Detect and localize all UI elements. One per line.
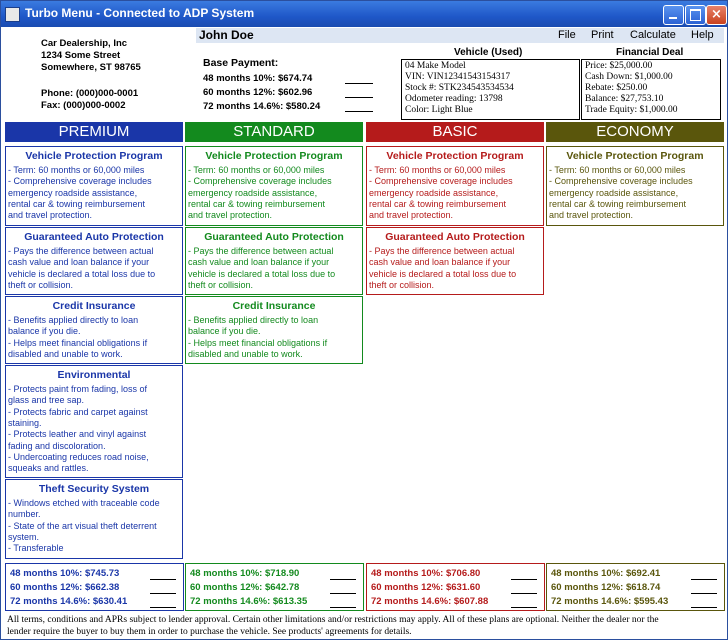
payment-initial-blank[interactable] [511,607,537,608]
vehicle-line: 04 Make Model [405,61,466,71]
payment-initial-blank[interactable] [150,593,176,594]
vehicle-line: VIN: VIN12341543154317 [405,72,511,82]
product-description-line: emergency roadside assistance, [8,187,138,198]
product-title: Vehicle Protection Program [386,150,524,162]
menu-file[interactable]: File [558,29,576,41]
premium-payment-box [5,563,184,611]
base-payment-72: 72 months 14.6%: $580.24 [203,101,321,112]
product-description-line: - Comprehensive coverage includes [188,176,332,187]
standard-payment-box [185,563,364,611]
basic-product-card[interactable] [366,146,544,226]
dealer-name: Car Dealership, Inc [41,38,128,49]
product-description-line: balance if you die. [188,326,261,337]
payment-initial-blank[interactable] [330,607,356,608]
title-bar [1,1,727,27]
payment-initial-blank[interactable] [511,593,537,594]
product-description-line: - Term: 60 months or 60,000 miles [188,165,325,175]
economy-header[interactable]: ECONOMY [546,122,724,142]
minimize-button[interactable] [663,5,684,25]
product-title: Guaranteed Auto Protection [385,231,525,243]
payment-option: 60 months 12%: $662.38 [10,582,120,593]
product-description-line: - Benefits applied directly to loan [188,315,319,325]
product-description-line: vehicle is declared a total loss due to [188,268,336,279]
payment-option: 60 months 12%: $642.78 [190,582,300,593]
product-description-line: cash value and loan balance if your [369,257,511,268]
payment-option: 72 months 14.6%: $595.43 [551,596,669,607]
economy-payment-box [546,563,725,611]
payment-initial-blank[interactable] [691,593,717,594]
product-title: Theft Security System [38,483,150,495]
standard-header[interactable]: STANDARD [185,122,363,142]
base-payment-60: 60 months 12%: $602.96 [203,87,313,98]
product-description-line: - Helps meet financial obligations if [188,337,328,348]
maximize-icon [690,9,701,21]
payment-option: 60 months 12%: $631.60 [371,582,481,593]
product-description-line: and travel protection. [369,210,454,221]
financial-line: Price: $25,000.00 [585,61,653,71]
base-payment-initial-blank[interactable] [345,111,373,112]
standard-product-card[interactable] [185,296,363,364]
product-title: Guaranteed Auto Protection [24,231,164,243]
payment-initial-blank[interactable] [330,593,356,594]
product-description-line: - Undercoating reduces road noise, [8,451,149,462]
product-description-line: vehicle is declared a total loss due to [8,268,156,279]
product-title: Vehicle Protection Program [205,150,343,162]
product-description-line: squeaks and rattles. [8,463,89,474]
base-payment-48: 48 months 10%: $674.74 [203,73,313,84]
vehicle-title: Vehicle (Used) [454,47,523,58]
product-description-line: rental car & towing reimbursement [549,198,687,209]
minimize-icon [669,17,677,19]
product-description-line: theft or collision. [8,279,74,290]
premium-product-card[interactable] [5,479,183,559]
product-description-line: glass and tree sap. [8,395,85,406]
economy-product-card[interactable] [546,146,724,226]
product-description-line: - Pays the difference between actual [369,246,515,256]
product-description-line: - Benefits applied directly to loan [8,315,139,325]
product-description-line: - Comprehensive coverage includes [8,176,152,187]
close-icon: × [711,7,722,22]
financial-line: Trade Equity: $1,000.00 [585,105,678,115]
product-description-line: rental car & towing reimbursement [8,198,146,209]
vehicle-line: Stock #: STK234543534534 [405,83,514,93]
payment-initial-blank[interactable] [691,579,717,580]
payment-initial-blank[interactable] [511,579,537,580]
product-description-line: emergency roadside assistance, [549,187,679,198]
maximize-button[interactable] [685,5,706,25]
menu-calculate[interactable]: Calculate [630,29,676,41]
product-title: Guaranteed Auto Protection [204,231,344,243]
product-description-line: - Protects paint from fading, loss of [8,384,148,394]
menu-help[interactable]: Help [691,29,714,41]
product-description-line: staining. [8,417,42,428]
payment-option: 72 months 14.6%: $613.35 [190,596,308,607]
product-title: Environmental [57,369,131,381]
product-title: Vehicle Protection Program [566,150,704,162]
premium-header[interactable]: PREMIUM [5,122,183,142]
product-description-line: - State of the art visual theft deterrent [8,520,157,531]
payment-initial-blank[interactable] [150,607,176,608]
product-description-line: number. [8,509,41,520]
close-button[interactable] [706,5,727,25]
dealer-fax: Fax: (000)000-0002 [41,100,126,111]
payment-initial-blank[interactable] [691,607,717,608]
product-description-line: vehicle is declared a total loss due to [369,268,517,279]
financial-title: Financial Deal [616,47,684,58]
app-icon [5,7,20,22]
dealer-phone: Phone: (000)000-0001 [41,88,139,99]
product-description-line: system. [8,531,40,542]
vehicle-line: Color: Light Blue [405,105,473,115]
product-description-line: cash value and loan balance if your [188,257,330,268]
payment-option: 48 months 10%: $692.41 [551,568,661,579]
payment-option: 48 months 10%: $706.80 [371,568,481,579]
product-title: Credit Insurance [232,300,316,312]
payment-option: 72 months 14.6%: $630.41 [10,596,128,607]
payment-option: 72 months 14.6%: $607.88 [371,596,489,607]
product-description-line: emergency roadside assistance, [188,187,318,198]
product-description-line: - Helps meet financial obligations if [8,337,148,348]
base-payment-initial-blank[interactable] [345,83,373,84]
product-description-line: fading and discoloration. [8,440,106,451]
menu-print[interactable]: Print [591,29,614,41]
financial-box [581,59,721,120]
product-description-line: and travel protection. [549,210,634,221]
product-description-line: and travel protection. [8,210,93,221]
basic-payment-box [366,563,545,611]
payment-initial-blank[interactable] [330,579,356,580]
payment-option: 48 months 10%: $718.90 [190,568,300,579]
basic-header[interactable]: BASIC [366,122,544,142]
product-description-line: balance if you die. [8,326,81,337]
product-description-line: - Transferable [8,543,64,554]
standard-product-card[interactable] [185,146,363,226]
product-description-line: - Term: 60 months or 60,000 miles [8,165,145,175]
disclaimer-line-2: lender require the buyer to buy them in order to purchase the vehicle. See products' agreements for details. [7,627,412,637]
product-description-line: - Term: 60 months or 60,000 miles [549,165,686,175]
vehicle-box [401,59,580,120]
premium-product-card[interactable] [5,296,183,364]
basic-product-card[interactable] [366,227,544,295]
product-description-line: theft or collision. [188,279,254,290]
base-payment-initial-blank[interactable] [345,97,373,98]
disclaimer-line-1: All terms, conditions and APRs subject to lender approval. Certain other limitations and/or restrictions may apply. All of these plans are optional. Neither the dealer nor the [7,615,659,625]
payment-option: 60 months 12%: $618.74 [551,582,661,593]
product-description-line: - Term: 60 months or 60,000 miles [369,165,506,175]
product-description-line: - Pays the difference between actual [8,246,154,256]
payment-option: 48 months 10%: $745.73 [10,568,120,579]
product-description-line: cash value and loan balance if your [8,257,150,268]
product-description-line: - Comprehensive coverage includes [549,176,693,187]
product-title: Vehicle Protection Program [25,150,163,162]
product-description-line: emergency roadside assistance, [369,187,499,198]
product-description-line: disabled and unable to work. [8,348,123,359]
product-title: Credit Insurance [52,300,136,312]
base-payment-title: Base Payment: [203,57,279,69]
payment-initial-blank[interactable] [150,579,176,580]
financial-line: Cash Down: $1,000.00 [585,72,673,82]
customer-name: John Doe [199,28,254,42]
product-description-line: theft or collision. [369,279,435,290]
product-description-line: - Protects leather and vinyl against [8,429,147,440]
product-description-line: - Comprehensive coverage includes [369,176,513,187]
dealer-address-2: Somewhere, ST 98765 [41,62,141,73]
financial-line: Rebate: $250.00 [585,83,648,93]
product-description-line: - Protects fabric and carpet against [8,406,148,417]
window-title: Turbo Menu - Connected to ADP System [25,6,255,20]
financial-line: Balance: $27,753.10 [585,94,664,104]
product-description-line: - Windows etched with traceable code [8,498,160,508]
premium-product-card[interactable] [5,365,183,478]
product-description-line: rental car & towing reimbursement [369,198,507,209]
premium-product-card[interactable] [5,146,183,226]
dealer-address-1: 1234 Some Street [41,50,121,61]
product-description-line: - Pays the difference between actual [188,246,334,256]
standard-product-card[interactable] [185,227,363,295]
product-description-line: disabled and unable to work. [188,348,303,359]
premium-product-card[interactable] [5,227,183,295]
vehicle-line: Odometer reading: 13798 [405,94,503,104]
product-description-line: rental car & towing reimbursement [188,198,326,209]
product-description-line: and travel protection. [188,210,273,221]
